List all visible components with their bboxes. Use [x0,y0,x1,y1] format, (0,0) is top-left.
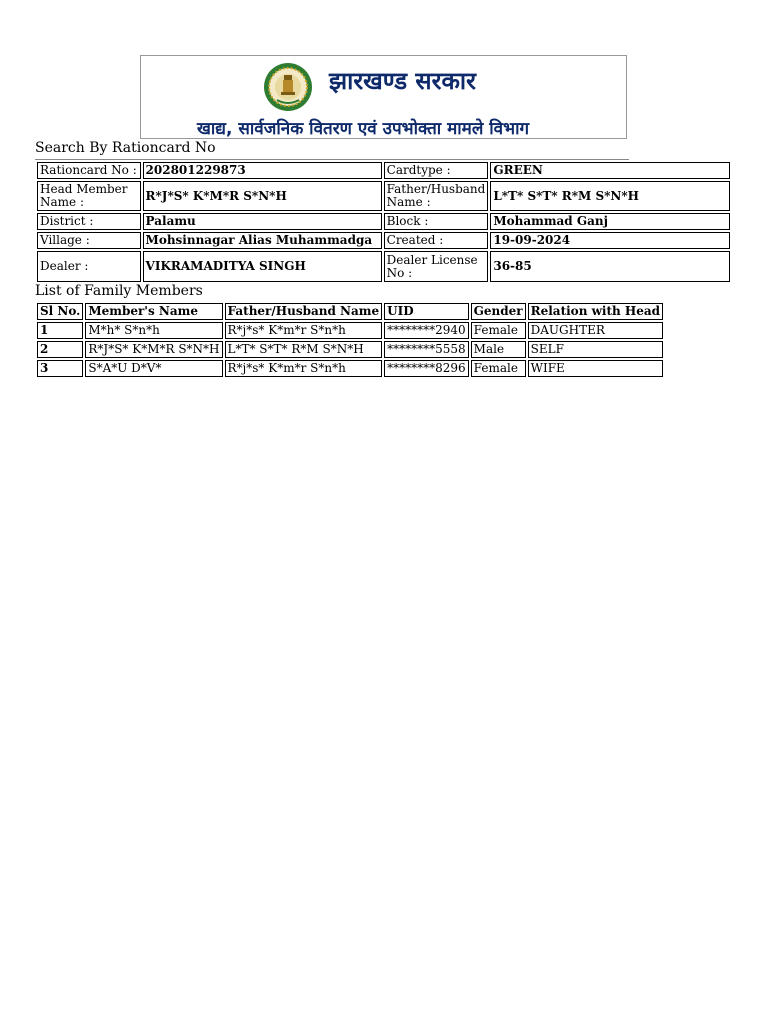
cell-gender: Female [471,360,526,377]
dealer-label: Dealer : [37,251,141,282]
search-title: Search By Rationcard No [35,140,216,156]
head-member-value: R*J*S* K*M*R S*N*H [143,181,382,211]
col-header-uid: UID [384,303,469,320]
col-header-relation: Relation with Head [528,303,663,320]
jharkhand-emblem-icon [263,62,313,112]
cell-relation: SELF [528,341,663,358]
info-row [37,213,730,230]
col-header-gender: Gender [471,303,526,320]
village-label: Village : [37,232,141,249]
cell-gender: Male [471,341,526,358]
col-header-sl-no: Sl No. [37,303,83,320]
rationcard-value: 202801229873 [143,162,382,179]
block-value: Mohammad Ganj [490,213,730,230]
table-row [37,322,663,339]
col-header-member-name: Member's Name [85,303,222,320]
info-row [37,251,730,282]
cell-member-name: M*h* S*n*h [85,322,222,339]
table-row [37,360,663,377]
cell-relation: DAUGHTER [528,322,663,339]
cell-sl-no: 2 [37,341,83,358]
info-row [37,232,730,249]
cell-uid: ********8296 [384,360,469,377]
info-row [37,181,730,211]
col-header-father-husband: Father/Husband Name [225,303,383,320]
cell-uid: ********5558 [384,341,469,358]
members-header-row [37,303,663,320]
created-value: 19-09-2024 [490,232,730,249]
dealer-license-value: 36-85 [490,251,730,282]
cell-member-name: R*J*S* K*M*R S*N*H [85,341,222,358]
father-husband-label: Father/Husband Name : [384,181,489,211]
cell-father-husband: R*j*s* K*m*r S*n*h [225,322,383,339]
cell-relation: WIFE [528,360,663,377]
father-husband-value: L*T* S*T* R*M S*N*H [490,181,730,211]
village-value: Mohsinnagar Alias Muhammadga [143,232,382,249]
rationcard-label: Rationcard No : [37,162,141,179]
family-members-title: List of Family Members [35,283,203,299]
header-banner [140,55,627,139]
banner-title: झारखण्ड सरकार [329,67,476,95]
cell-sl-no: 1 [37,322,83,339]
district-label: District : [37,213,141,230]
cell-father-husband: L*T* S*T* R*M S*N*H [225,341,383,358]
dealer-value: VIKRAMADITYA SINGH [143,251,382,282]
cell-gender: Female [471,322,526,339]
dealer-license-label: Dealer License No : [384,251,489,282]
info-row [37,162,730,179]
district-value: Palamu [143,213,382,230]
family-members-table [35,301,665,379]
created-label: Created : [384,232,489,249]
cardtype-label: Cardtype : [384,162,489,179]
cardtype-value: GREEN [490,162,730,179]
head-member-label: Head Member Name : [37,181,141,211]
block-label: Block : [384,213,489,230]
cell-uid: ********2940 [384,322,469,339]
banner-subtitle: खाद्य, सार्वजनिक वितरण एवं उपभोक्ता मामले विभाग [197,119,530,139]
card-info-table [35,160,732,284]
cell-member-name: S*A*U D*V* [85,360,222,377]
table-row [37,341,663,358]
cell-sl-no: 3 [37,360,83,377]
cell-father-husband: R*j*s* K*m*r S*n*h [225,360,383,377]
